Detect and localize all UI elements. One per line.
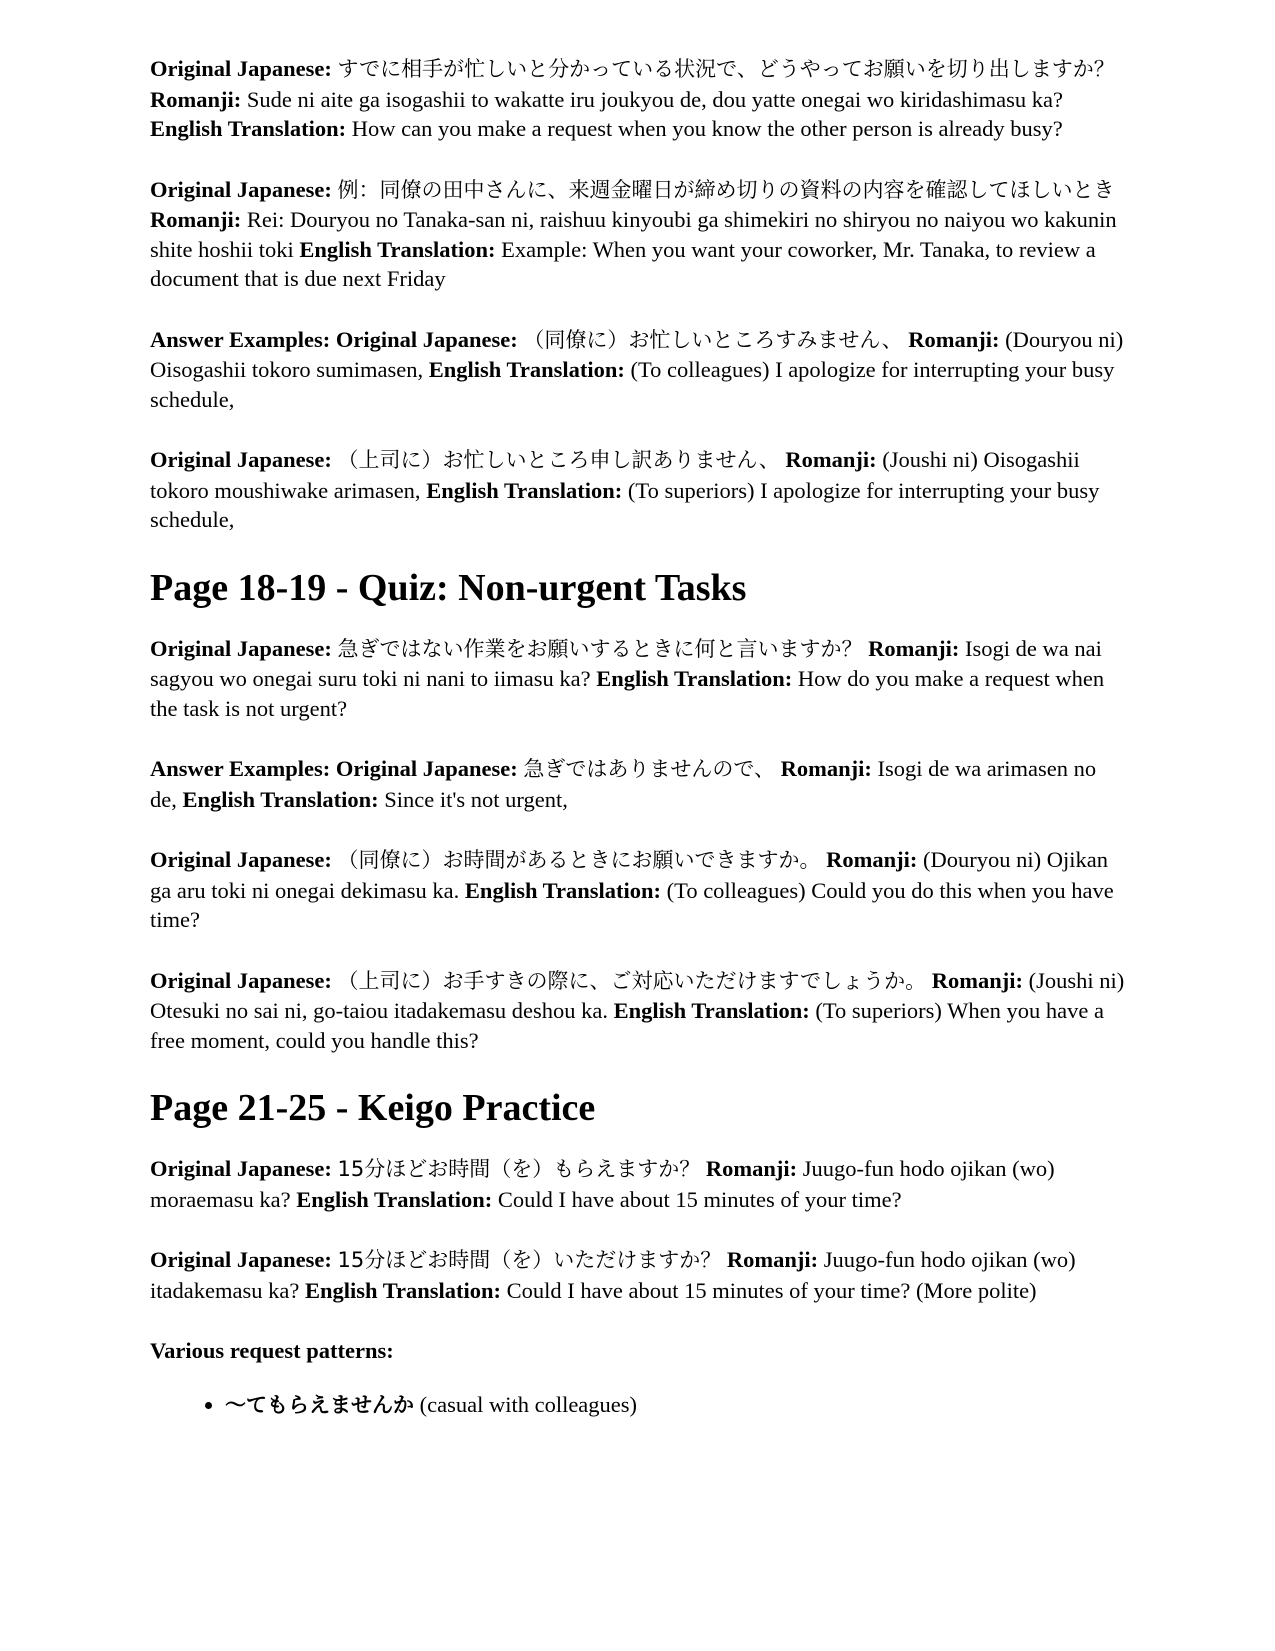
japanese-text: 15分ほどお時間（を）もらえますか？ <box>337 1157 701 1181</box>
english-label: English Translation: <box>596 666 793 691</box>
translation-entry <box>150 634 1128 724</box>
romanji-label: Romanji: <box>868 635 960 661</box>
patterns-list <box>150 1390 1128 1421</box>
original-label: Original Japanese: <box>335 326 518 352</box>
english-label: English Translation: <box>426 477 623 503</box>
original-label: Original Japanese: <box>150 847 332 872</box>
japanese-text: すでに相手が忙しいと分かっている状況で、どうやってお願いを切り出しますか？ <box>337 57 1115 81</box>
japanese-text: （同僚に）お忙しいところすみません、 <box>523 327 903 352</box>
english-label: English Translation: <box>464 877 662 903</box>
romanji-label: Romanji: <box>726 1247 819 1272</box>
original-label: Original Japanese: <box>150 176 332 202</box>
english-label: English Translation: <box>299 236 496 262</box>
romanji-label: Romanji: <box>785 447 877 472</box>
translation-entry <box>150 445 1128 535</box>
english-label: English Translation: <box>613 998 810 1023</box>
pattern-japanese: 〜てもらえませんか <box>225 1392 414 1417</box>
answer-examples-label: Answer Examples: <box>150 326 331 352</box>
section-heading-keigo: Page 21-25 - Keigo Practice <box>150 1087 596 1129</box>
english-label: English Translation: <box>296 1186 493 1212</box>
translation-entry <box>150 325 1128 415</box>
original-label: Original Japanese: <box>150 967 332 993</box>
english-text: (To superiors) I apologize for interrupting your busy schedule, <box>150 477 1100 532</box>
translation-entry <box>150 754 1128 814</box>
translation-entry <box>150 966 1128 1056</box>
english-label: English Translation: <box>304 1277 502 1303</box>
english-text: (To colleagues) I apologize for interrupting your busy schedule, <box>150 357 1115 412</box>
romanji-label: Romanji: <box>908 326 1000 352</box>
english-label: English Translation: <box>182 786 379 812</box>
romanji-text: Isogi de wa nai sagyou wo onegai suru toki ni nani to iimasu ka? <box>150 635 1102 691</box>
romanji-text: Juugo-fun hodo ojikan (wo) moraemasu ka? <box>150 1156 1055 1212</box>
romanji-label: Romanji: <box>705 1156 798 1181</box>
document-page <box>150 54 1128 1428</box>
japanese-text: 例：同僚の田中さんに、来週金曜日が締め切りの資料の内容を確認してほしいとき <box>337 177 1115 202</box>
japanese-text: （同僚に）お時間があるときにお願いできますか。 <box>337 848 821 872</box>
section-heading-quiz: Page 18-19 - Quiz: Non-urgent Tasks <box>150 566 747 609</box>
english-text: Could I have about 15 minutes of your time? (More polite) <box>506 1277 1037 1303</box>
patterns-heading: Various request patterns: <box>150 1338 394 1363</box>
japanese-text: 急ぎではない作業をお願いするときに何と言いますか？ <box>337 636 863 661</box>
translation-entry <box>150 1245 1128 1305</box>
original-label: Original Japanese: <box>150 1156 332 1181</box>
translation-entry <box>150 1154 1128 1214</box>
english-text: (To colleagues) Could you do this when you have time? <box>150 877 1114 932</box>
english-text: Example: When you want your coworker, Mr. Tanaka, to review a document that is due next Friday <box>150 236 1096 291</box>
japanese-text: （上司に）お手すきの際に、ご対応いただけますでしょうか。 <box>337 968 927 993</box>
english-text: Could I have about 15 minutes of your time? <box>497 1186 902 1212</box>
japanese-text: 急ぎではありませんので、 <box>523 757 775 781</box>
translation-entry <box>150 845 1128 935</box>
english-label: English Translation: <box>428 357 625 382</box>
english-text: Since it's not urgent, <box>384 786 568 812</box>
romanji-text: Sude ni aite ga isogashii to wakatte iru joukyou de, dou yatte onegai wo kiridashimasu ka? <box>246 86 1063 112</box>
romanji-text: (Joushi ni) Otesuki no sai ni, go-taiou itadakemasu deshou ka. <box>150 967 1125 1023</box>
original-label: Original Japanese: <box>150 1247 332 1272</box>
romanji-label: Romanji: <box>150 207 242 232</box>
japanese-text: 15分ほどお時間（を）いただけますか？ <box>337 1248 722 1272</box>
romanji-label: Romanji: <box>931 967 1024 993</box>
translation-entry <box>150 54 1128 144</box>
english-text: How can you make a request when you know the other person is already busy? <box>351 116 1063 141</box>
romanji-text: Juugo-fun hodo ojikan (wo) itadakemasu ka? <box>150 1247 1076 1303</box>
english-text: How do you make a request when the task is not urgent? <box>150 666 1105 721</box>
original-label: Original Japanese: <box>335 756 518 781</box>
japanese-text: （上司に）お忙しいところ申し訳ありません、 <box>337 448 780 472</box>
original-label: Original Japanese: <box>150 447 332 472</box>
original-label: Original Japanese: <box>150 635 332 661</box>
translation-entry <box>150 175 1128 294</box>
answer-examples-label: Answer Examples: <box>150 756 331 781</box>
romanji-text: (Douryou ni) Oisogashii tokoro sumimasen, <box>150 326 1124 382</box>
romanji-text: (Douryou ni) Ojikan ga aru toki ni onegai dekimasu ka. <box>150 847 1108 903</box>
romanji-label: Romanji: <box>826 847 918 872</box>
list-item <box>225 1390 1128 1421</box>
english-label: English Translation: <box>150 116 347 141</box>
pattern-note: (casual with colleagues) <box>419 1391 638 1417</box>
romanji-label: Romanji: <box>780 756 872 781</box>
romanji-label: Romanji: <box>150 86 242 112</box>
romanji-text: Isogi de wa arimasen no de, <box>150 756 1097 812</box>
romanji-text: (Joushi ni) Oisogashii tokoro moushiwake arimasen, <box>150 447 1080 503</box>
romanji-text: Rei: Douryou no Tanaka-san ni, raishuu kinyoubi ga shimekiri no shiryou no naiyou wo kakunin shite hoshii toki <box>150 207 1117 262</box>
english-text: (To superiors) When you have a free moment, could you handle this? <box>150 998 1104 1053</box>
original-label: Original Japanese: <box>150 56 332 81</box>
